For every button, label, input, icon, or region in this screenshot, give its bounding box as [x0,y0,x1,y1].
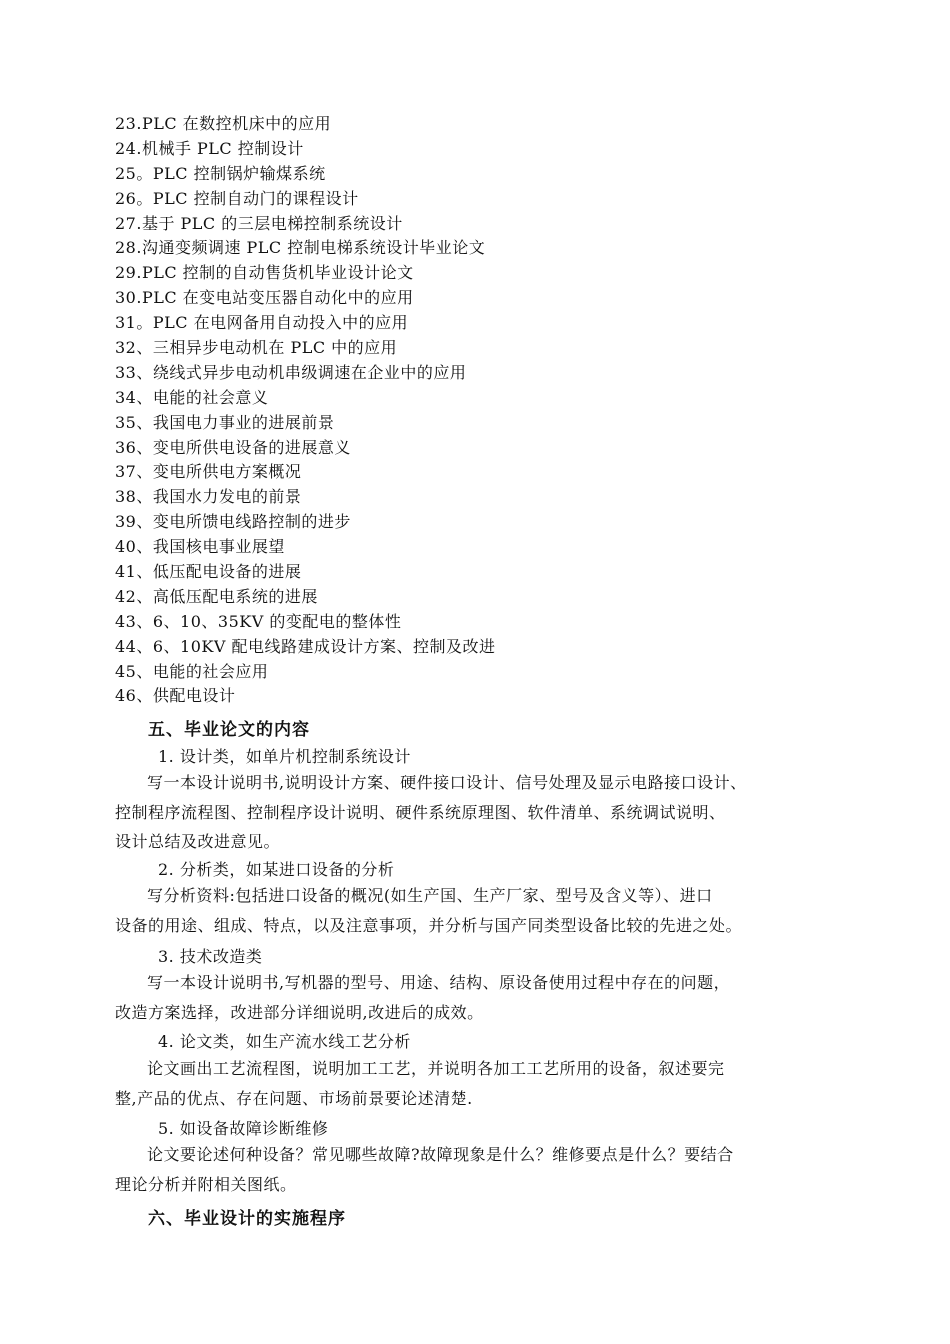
item-2-body [115,881,855,940]
paragraph-line: 整,产品的优点、存在问题、市场前景要论述清楚. [115,1088,473,1108]
paragraph-line: 论文画出工艺流程图，说明加工工艺，并说明各加工工艺所用的设备，叙述要完 [147,1059,725,1078]
list-item: 41、低压配电设备的进展 [115,562,302,582]
item-2-title: 2. 分析类，如某进口设备的分析 [158,860,395,879]
paragraph-line: 理论分析并附相关图纸。 [115,1174,297,1194]
section-5-heading: 五、毕业论文的内容 [148,720,310,740]
paragraph-line: 论文要论述何种设备？常见哪些故障?故障现象是什么？维修要点是什么？要结合 [147,1145,734,1164]
list-item: 30.PLC 在变电站变压器自动化中的应用 [115,288,414,308]
list-item: 25。PLC 控制锅炉输煤系统 [115,163,326,183]
item-1-body [115,768,855,857]
paragraph-line: 控制程序流程图、控制程序设计说明、硬件系统原理图、软件清单、系统调试说明、 [115,802,726,822]
paragraph-line: 设计总结及改进意见。 [115,832,281,851]
list-item: 29.PLC 控制的自动售货机毕业设计论文 [115,263,414,283]
list-item: 40、我国核电事业展望 [115,537,285,557]
item-4-body [115,1054,855,1113]
item-4-title: 4. 论文类，如生产流水线工艺分析 [158,1032,411,1051]
list-item: 33、绕线式异步电动机串级调速在企业中的应用 [115,362,467,382]
list-item: 36、变电所供电设备的进展意义 [115,437,351,457]
list-item: 44、6、10KV 配电线路建成设计方案、控制及改进 [115,636,496,656]
paragraph-line: 写一本设计说明书,写机器的型号、用途、结构、原设备使用过程中存在的问题， [147,973,731,992]
list-item: 46、供配电设计 [115,686,236,706]
list-item: 24.机械手 PLC 控制设计 [115,138,304,158]
list-item: 42、高低压配电系统的进展 [115,586,318,606]
list-item: 32、三相异步电动机在 PLC 中的应用 [115,338,398,358]
paragraph-line: 写一本设计说明书,说明设计方案、硬件接口设计、信号处理及显示电路接口设计、 [147,773,747,792]
list-item: 28.沟通变频调速 PLC 控制电梯系统设计毕业论文 [115,238,486,258]
list-item: 39、变电所馈电线路控制的进步 [115,512,351,532]
topic-list [115,112,496,709]
section-6-heading: 六、毕业设计的实施程序 [148,1209,346,1229]
list-item: 26。PLC 控制自动门的课程设计 [115,188,359,208]
list-item: 45、电能的社会应用 [115,661,269,681]
item-5-body [115,1140,855,1199]
paragraph-line: 改造方案选择，改进部分详细说明,改进后的成效。 [115,1002,484,1022]
item-1-title: 1. 设计类，如单片机控制系统设计 [158,747,411,766]
paragraph-line: 写分析资料:包括进口设备的概况(如生产国、生产厂家、型号及含义等）、进口 [147,886,713,905]
item-3-body [115,968,855,1027]
list-item: 38、我国水力发电的前景 [115,487,302,507]
list-item: 34、电能的社会意义 [115,387,269,407]
list-item: 35、我国电力事业的进展前景 [115,412,335,432]
list-item: 43、6、10、35KV 的变配电的整体性 [115,611,402,631]
paragraph-line: 设备的用途、组成、特点，以及注意事项，并分析与国产同类型设备比较的先进之处。 [115,915,743,935]
item-3-title: 3. 技术改造类 [158,947,263,966]
list-item: 27.基于 PLC 的三层电梯控制系统设计 [115,213,403,233]
list-item: 31。PLC 在电网备用自动投入中的应用 [115,313,409,333]
item-5-title: 5. 如设备故障诊断维修 [158,1119,329,1138]
list-item: 23.PLC 在数控机床中的应用 [115,114,332,133]
list-item: 37、变电所供电方案概况 [115,462,302,482]
